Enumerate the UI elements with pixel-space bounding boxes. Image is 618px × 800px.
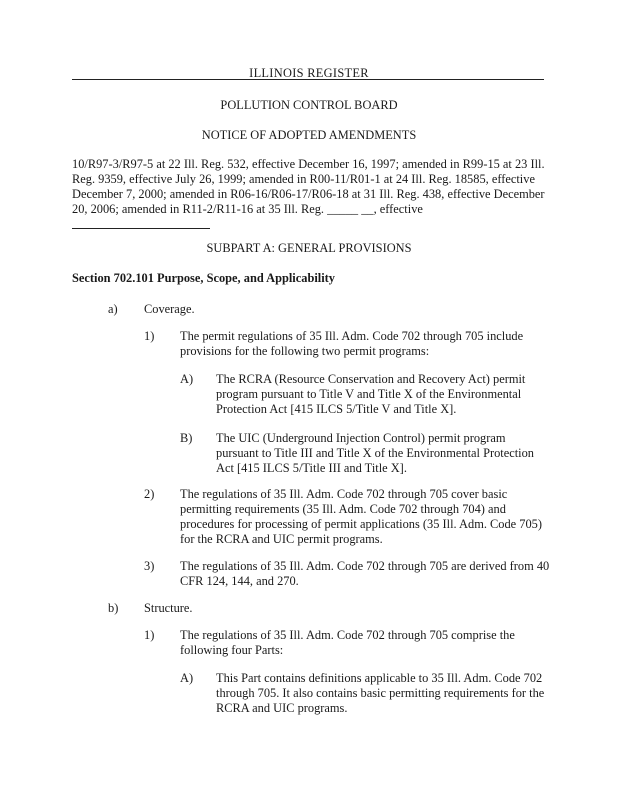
paragraph-text: The regulations of 35 Ill. Adm. Code 702 through 705 comprise the following four Parts:: [180, 628, 515, 657]
paragraph-text: The regulations of 35 Ill. Adm. Code 702 through 705 are derived from 40 CFR 124, 144, and 270.: [180, 559, 550, 588]
subparagraph-text: The RCRA (Resource Conservation and Recovery Act) permit program pursuant to Title V and Title X of the Environmental Protection Act [415 ILCS 5/Title V and Title X].: [216, 372, 526, 416]
subsection-heading: Structure.: [144, 601, 193, 615]
paragraph-text: The regulations of 35 Ill. Adm. Code 702 through 705 cover basic permitting requirements (35 Ill. Adm. Code 702 through 704) and procedures for processing of permit applications (35 Ill. Adm. Code 705) for the RCRA and UIC permit programs.: [180, 487, 542, 546]
subparagraph-text: This Part contains definitions applicable to 35 Ill. Adm. Code 702 through 705. It also contains basic permitting requirements for the RCRA and UIC programs.: [216, 671, 545, 715]
subsection-marker: a): [108, 302, 118, 316]
paragraph-marker: 3): [144, 559, 155, 573]
board-name: POLLUTION CONTROL BOARD: [220, 98, 398, 112]
notice-title: NOTICE OF ADOPTED AMENDMENTS: [201, 128, 417, 142]
paragraph-marker: 2): [144, 487, 155, 501]
paragraph-text: The permit regulations of 35 Ill. Adm. Code 702 through 705 include provisions for the following two permit programs:: [180, 329, 524, 358]
paragraph-marker: 1): [144, 628, 155, 642]
section-title: Section 702.101 Purpose, Scope, and Applicability: [72, 271, 335, 285]
subsection-heading: Coverage.: [144, 302, 195, 316]
subpart-heading: SUBPART A: GENERAL PROVISIONS: [206, 241, 412, 255]
subsection-marker: b): [108, 601, 119, 615]
subparagraph-marker: A): [180, 372, 194, 386]
register-title: ILLINOIS REGISTER: [249, 66, 369, 80]
subparagraph-marker: A): [180, 671, 194, 685]
subparagraph-marker: B): [180, 431, 193, 445]
paragraph-marker: 1): [144, 329, 155, 343]
source-history: 10/R97-3/R97-5 at 22 Ill. Reg. 532, effective December 16, 1997; amended in R99-15 at 23 Ill. Reg. 9359, effective July 26, 1999; amended in R00-11/R01-1 at 24 Ill. Reg. 18585, effective December 7, 2000; amended in R06-16/R06-17/R06-18 at 31 Ill. Reg. 438, effective December 20, 2006; amended in R11-2/R11-16 at 35 Ill. Reg. _____ __, effective: [72, 157, 545, 216]
subparagraph-text: The UIC (Underground Injection Control) permit program pursuant to Title III and Title X of the Environmental Protection Act [415 ILCS 5/Title III and Title X].: [216, 431, 534, 475]
effective-date-blank: [72, 228, 210, 229]
